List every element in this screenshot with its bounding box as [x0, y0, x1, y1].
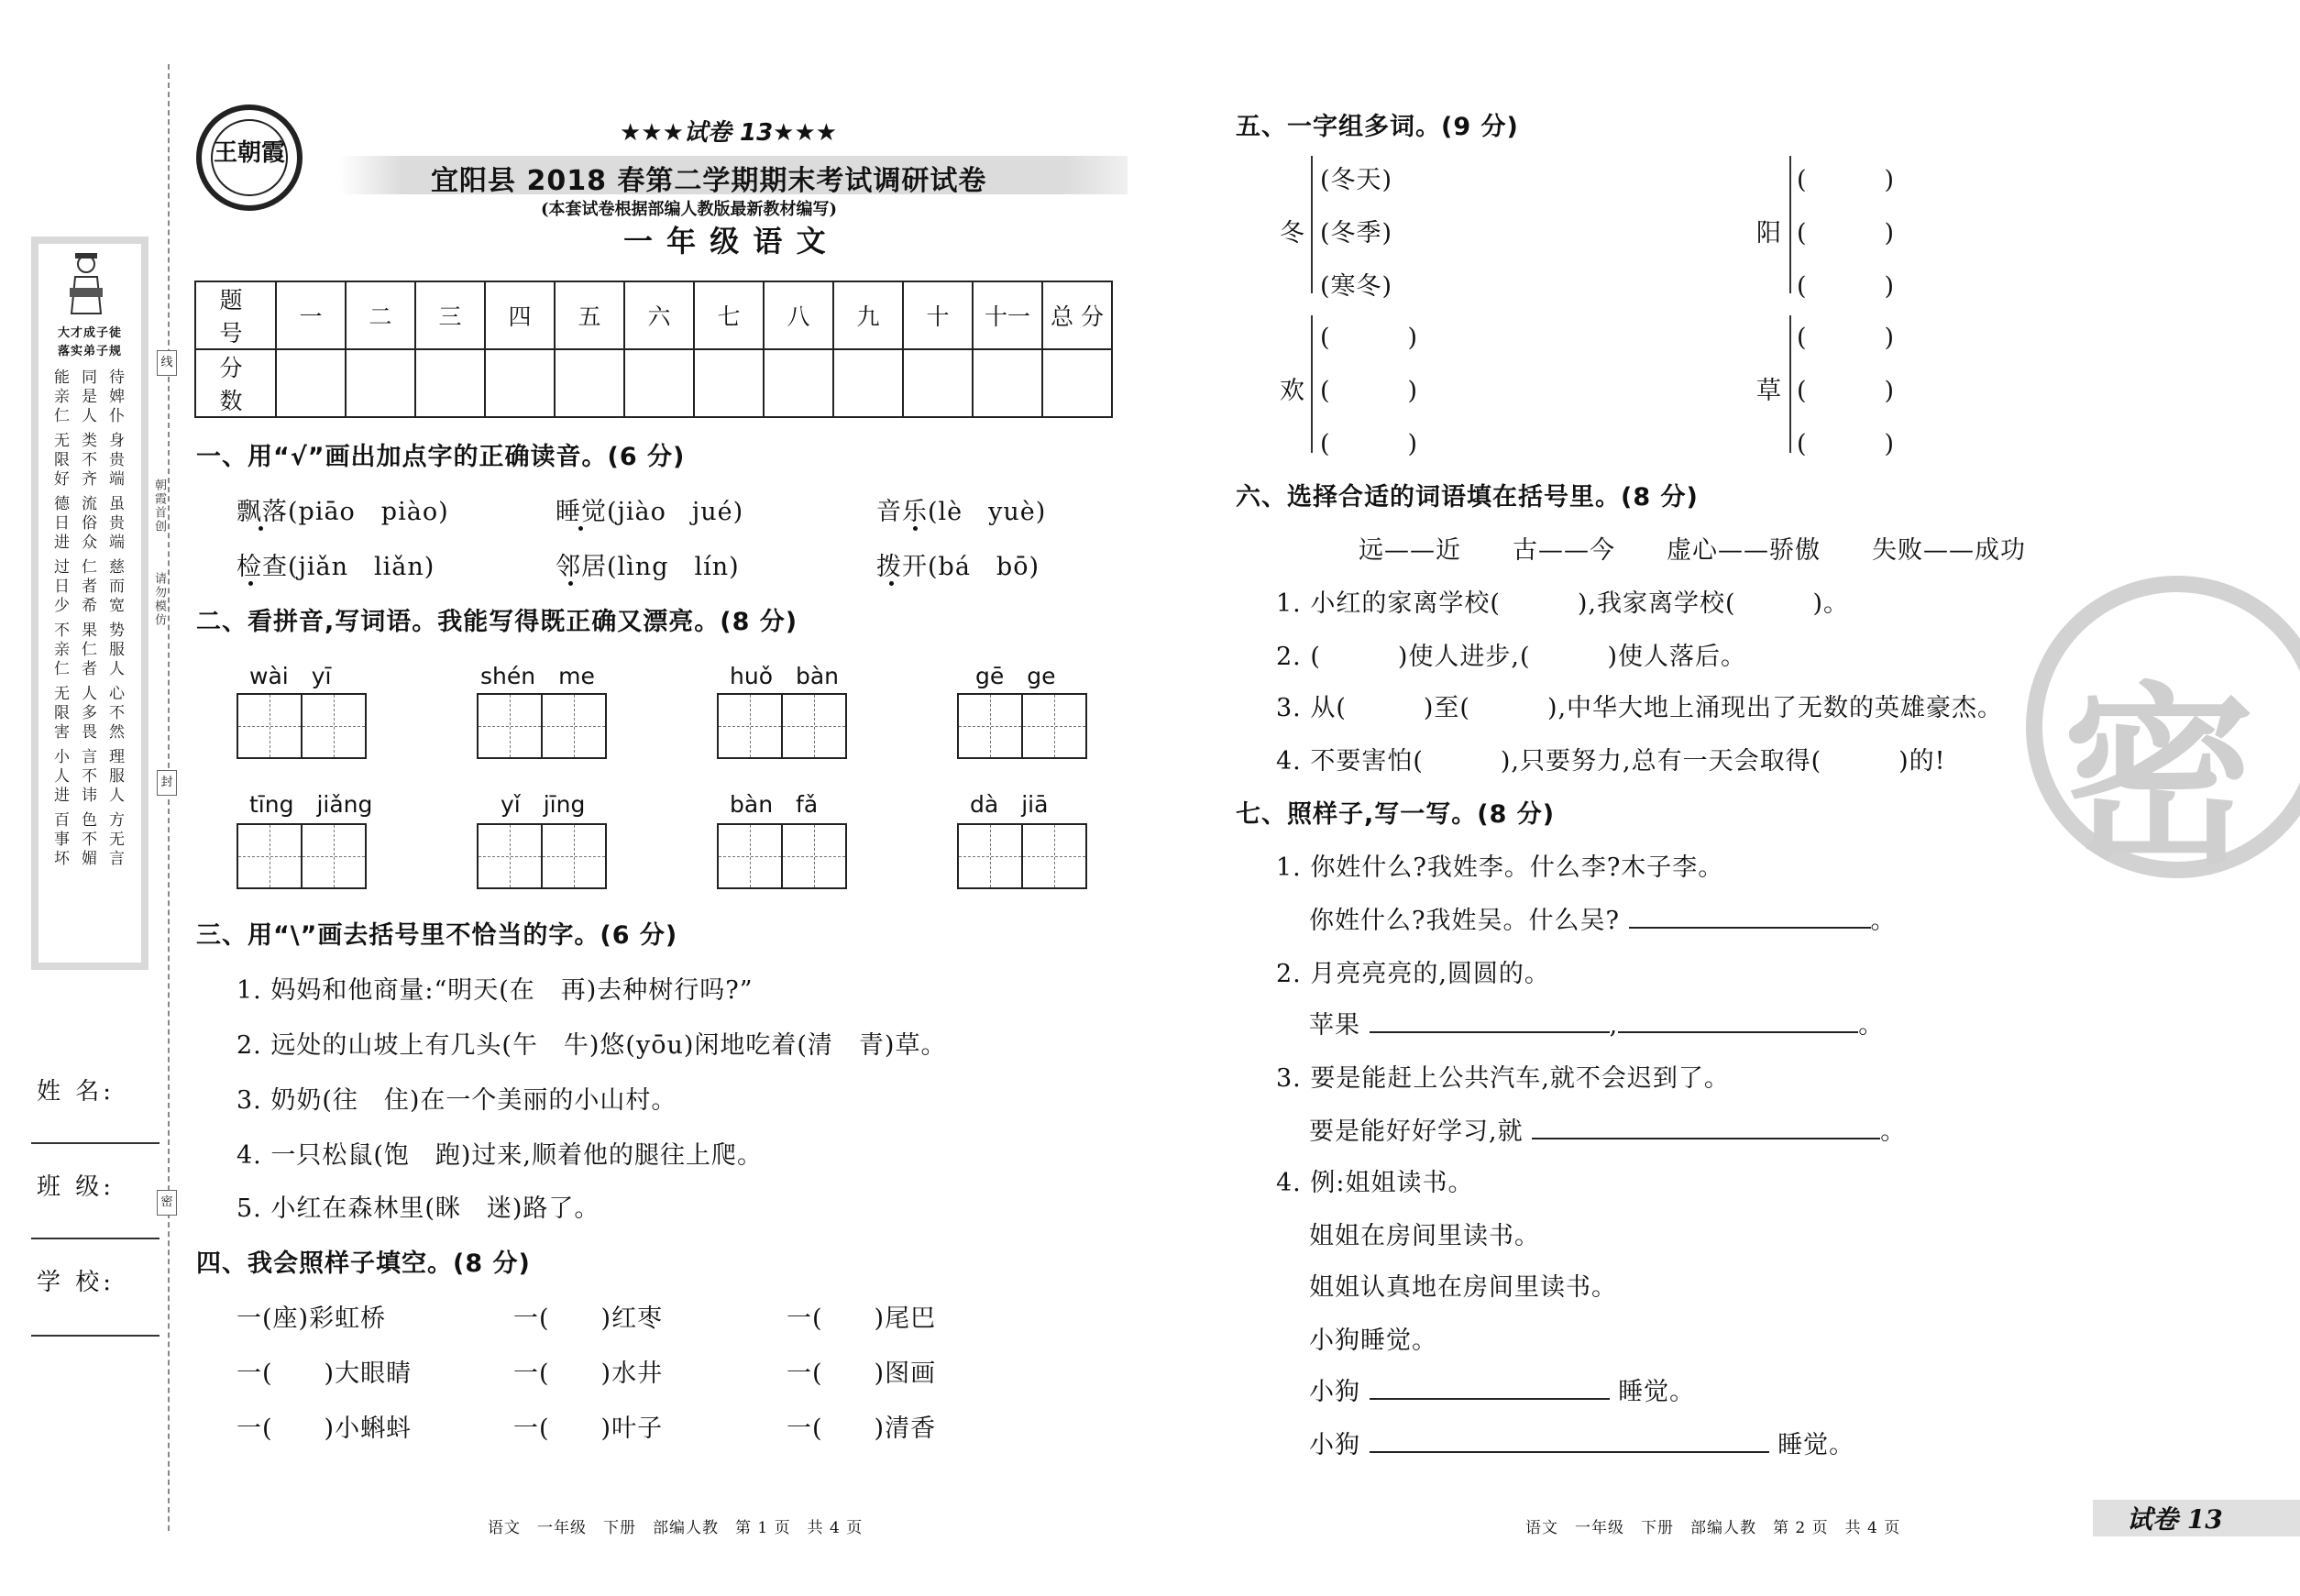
q5-blank[interactable]: ( ) — [1320, 324, 1419, 352]
q7-heading: 七、照样子,写一写。(8 分) — [1236, 800, 1556, 829]
score-input[interactable] — [903, 349, 973, 417]
verse: 小人进 — [50, 748, 69, 806]
score-table — [194, 281, 1113, 418]
brace — [1311, 315, 1313, 453]
emphasis-dot — [248, 581, 253, 586]
writing-grid[interactable] — [237, 823, 367, 889]
q5-char: 草 — [1756, 377, 1782, 405]
emphasis-dot — [913, 526, 918, 531]
q5-blank[interactable]: ( ) — [1797, 377, 1896, 405]
q3-item[interactable]: 2. 远处的山坡上有几头(午 牛)悠(yōu)闲地吃着(清 青)草。 — [237, 1031, 947, 1060]
q6-item[interactable]: 1. 小红的家离学校( ),我家离学校( )。 — [1276, 589, 1850, 618]
school-field[interactable] — [31, 1335, 160, 1337]
brace — [1311, 156, 1313, 293]
q5-heading: 五、一字组多词。(9 分) — [1236, 113, 1519, 141]
q4-heading: 四、我会照样子填空。(8 分) — [196, 1249, 531, 1278]
writing-grid[interactable] — [477, 693, 607, 759]
verse: 方无言 — [105, 811, 124, 869]
q6-item[interactable]: 4. 不要害怕( ),只要努力,总有一天会取得( )的! — [1276, 747, 1946, 776]
score-input[interactable] — [555, 349, 624, 417]
table-cell: 十 — [903, 281, 973, 349]
pinyin-label: bàn fǎ — [730, 791, 819, 818]
table-cell: 总 分 — [1042, 281, 1112, 349]
exam-title: 宜阳县 2018 春第二学期期末考试调研试卷 — [431, 165, 987, 197]
name-label: 姓 名: — [37, 1078, 116, 1106]
brace — [1789, 156, 1791, 293]
seal-label-seal: 封 — [157, 770, 177, 796]
pinyin-label: dà jiā — [970, 791, 1049, 818]
class-label: 班 级: — [37, 1173, 116, 1201]
score-input[interactable] — [1042, 349, 1112, 417]
writing-grid[interactable] — [957, 823, 1087, 889]
scholar-icon — [66, 251, 106, 315]
verse: 能亲仁 — [50, 369, 69, 426]
paper-mark: 试卷 13 — [2127, 1504, 2223, 1535]
q5-blank[interactable]: ( ) — [1320, 377, 1419, 405]
answer-blank[interactable] — [1532, 1117, 1880, 1139]
writing-grid[interactable] — [237, 693, 367, 759]
emphasis-dot — [568, 581, 573, 586]
pinyin-label: yǐ jīng — [501, 791, 586, 818]
q1-item[interactable]: 飘落(piāo piào) — [237, 498, 449, 526]
q5-blank[interactable]: ( ) — [1797, 166, 1896, 194]
seal-label-secret: 密 — [157, 1190, 177, 1216]
verse: 无限害 — [50, 685, 69, 743]
emphasis-dot — [578, 526, 583, 531]
q4-item[interactable]: 一( )大眼睛 — [237, 1359, 413, 1388]
verse: 色不媚 — [78, 811, 96, 869]
sidebar-motto: 大才成子徒 落实弟子规 — [57, 326, 122, 358]
score-input[interactable] — [694, 349, 764, 417]
verse: 待婢仆 — [105, 369, 124, 426]
table-cell: 题 号 — [195, 281, 276, 349]
verse: 果仁者 — [78, 622, 96, 679]
q4-item[interactable]: 一( )叶子 — [513, 1414, 664, 1443]
q7-line: 苹果 , 。 — [1309, 1011, 1885, 1040]
q5-char: 阳 — [1756, 219, 1782, 248]
verse: 虽贵端 — [105, 495, 124, 553]
q7-line: 3. 要是能赶上公共汽车,就不会迟到了。 — [1276, 1064, 1730, 1093]
exam-subtitle: (本套试卷根据部编人教版最新教材编写) — [541, 200, 838, 219]
q5-word: (冬季) — [1320, 219, 1393, 248]
q7-line: 1. 你姓什么?我姓李。什么李?木子李。 — [1276, 853, 1724, 882]
score-header-row — [195, 281, 1112, 349]
q7-line: 2. 月亮亮亮的,圆圆的。 — [1276, 960, 1550, 988]
q2-heading: 二、看拼音,写词语。我能写得既正确又漂亮。(8 分) — [196, 608, 798, 636]
footer-page-2: 语文 一年级 下册 部编人教 第 2 页 共 4 页 — [1525, 1519, 1901, 1537]
q5-blank[interactable]: ( ) — [1797, 219, 1896, 248]
answer-blank[interactable] — [1370, 1011, 1610, 1033]
q5-blank[interactable]: ( ) — [1797, 324, 1896, 352]
verse: 无限好 — [50, 432, 69, 490]
q4-item[interactable]: 一(座)彩虹桥 — [237, 1304, 387, 1333]
pinyin-label: huǒ bàn — [730, 663, 840, 689]
secret-stamp-char: 密 — [2063, 664, 2256, 890]
q4-item[interactable]: 一( )水井 — [513, 1359, 664, 1388]
emphasis-dot — [259, 526, 263, 531]
verse: 百事坏 — [50, 811, 69, 869]
answer-blank[interactable] — [1618, 1011, 1858, 1033]
q4-item[interactable]: 一( )图画 — [787, 1359, 937, 1388]
q3-item[interactable]: 4. 一只松鼠(饱 跑)过来,顺着他的腿往上爬。 — [237, 1141, 763, 1170]
verse: 心不然 — [105, 685, 124, 743]
binding-line — [168, 64, 170, 1531]
q7-line: 你姓什么?我姓吴。什么吴? 。 — [1309, 907, 1897, 935]
score-input[interactable] — [346, 349, 415, 417]
verse: 言不讳 — [78, 748, 96, 806]
table-cell: 九 — [833, 281, 903, 349]
sidebar-verses — [51, 369, 134, 869]
school-label: 学 校: — [37, 1269, 116, 1296]
table-cell: 二 — [346, 281, 415, 349]
q3-item[interactable]: 3. 奶奶(往 住)在一个美丽的小山村。 — [237, 1086, 677, 1115]
verse: 慈而宽 — [105, 558, 124, 616]
verse: 流俗众 — [78, 495, 96, 553]
q5-word: (冬天) — [1320, 166, 1393, 194]
score-input[interactable] — [833, 349, 903, 417]
answer-blank[interactable] — [1370, 1431, 1769, 1453]
q4-item[interactable]: 一( )小蝌蚪 — [237, 1414, 413, 1443]
pinyin-label: tīng jiǎng — [249, 791, 373, 818]
writing-grid[interactable] — [477, 823, 607, 889]
writing-grid[interactable] — [957, 693, 1087, 759]
verse: 过日少 — [50, 558, 69, 616]
verse: 类不齐 — [78, 432, 96, 490]
footer-page-1: 语文 一年级 下册 部编人教 第 1 页 共 4 页 — [488, 1519, 864, 1537]
pinyin-label: wài yī — [249, 663, 332, 689]
q7-line: 姐姐在房间里读书。 — [1309, 1222, 1540, 1250]
q7-line: 4. 例:姐姐读书。 — [1276, 1169, 1474, 1197]
score-input[interactable] — [764, 349, 833, 417]
score-input[interactable] — [276, 349, 346, 417]
q7-line: 小狗 睡觉。 — [1309, 1431, 1855, 1459]
verse: 身贵端 — [105, 432, 124, 490]
table-cell: 三 — [415, 281, 485, 349]
pinyin-label: shén me — [480, 663, 595, 689]
score-input[interactable] — [624, 349, 694, 417]
q3-item[interactable]: 5. 小红在森林里(眯 迷)路了。 — [237, 1194, 600, 1223]
q1-item[interactable]: 睡觉(jiào jué) — [556, 498, 744, 526]
q1-item[interactable]: 邻居(lìng lín) — [556, 553, 740, 581]
pinyin-label: gē ge — [975, 663, 1056, 689]
q4-item[interactable]: 一( )红枣 — [513, 1304, 664, 1333]
side-note: 朝霞首创 — [152, 479, 166, 534]
q3-heading: 三、用“\”画去括号里不恰当的字。(6 分) — [196, 921, 678, 950]
q1-item[interactable]: 检查(jiǎn liǎn) — [237, 553, 435, 581]
verse: 理服人 — [105, 748, 124, 806]
q3-item[interactable]: 1. 妈妈和他商量:“明天(在 再)去种树行吗?” — [237, 976, 754, 1005]
table-cell: 八 — [764, 281, 833, 349]
q7-line: 小狗睡觉。 — [1309, 1326, 1437, 1355]
q6-item[interactable]: 3. 从( )至( ),中华大地上涌现出了无数的英雄豪杰。 — [1276, 694, 2004, 722]
table-cell: 七 — [694, 281, 764, 349]
q1-heading: 一、用“√”画出加点字的正确读音。(6 分) — [196, 443, 686, 471]
table-cell: 十一 — [973, 281, 1042, 349]
q6-item[interactable]: 2. ( )使人进步,( )使人落后。 — [1276, 643, 1747, 671]
q7-line: 要是能好好学习,就 。 — [1309, 1117, 1907, 1146]
score-input[interactable] — [973, 349, 1042, 417]
table-cell: 六 — [624, 281, 694, 349]
q5-char: 欢 — [1280, 377, 1305, 405]
q5-word: (寒冬) — [1320, 272, 1393, 301]
writing-grid[interactable] — [717, 693, 847, 759]
score-value-row — [195, 349, 1112, 417]
score-input[interactable] — [485, 349, 555, 417]
side-note: 请勿模仿 — [152, 572, 166, 627]
brand-logo: 王朝霞 — [196, 105, 303, 211]
q5-blank[interactable]: ( ) — [1320, 430, 1419, 458]
q7-line: 姐姐认真地在房间里读书。 — [1309, 1273, 1617, 1302]
q1-item[interactable]: 拨开(bá bō) — [876, 553, 1040, 581]
answer-blank[interactable] — [1629, 907, 1871, 929]
q4-item[interactable]: 一( )尾巴 — [787, 1304, 937, 1333]
verse: 德日进 — [50, 495, 69, 553]
score-input[interactable] — [415, 349, 485, 417]
table-cell: 一 — [276, 281, 346, 349]
q5-blank[interactable]: ( ) — [1797, 272, 1896, 301]
answer-blank[interactable] — [1370, 1378, 1610, 1400]
q6-word-pairs: 远——近 古——今 虚心——骄傲 失败——成功 — [1359, 536, 2026, 565]
q5-char: 冬 — [1280, 219, 1305, 248]
verse: 人多畏 — [78, 685, 96, 743]
verse: 势服人 — [105, 622, 124, 679]
name-field[interactable] — [31, 1142, 160, 1144]
table-cell: 分 数 — [195, 349, 276, 417]
q5-blank[interactable]: ( ) — [1797, 430, 1896, 458]
q1-item[interactable]: 音乐(lè yuè) — [876, 498, 1047, 526]
q4-item[interactable]: 一( )清香 — [787, 1414, 937, 1443]
verse: 同是人 — [78, 369, 96, 426]
paper-series: ★★★试卷 13★★★ — [620, 119, 838, 147]
grade-subject: 一 年 级 语 文 — [623, 224, 828, 259]
q6-heading: 六、选择合适的词语填在括号里。(8 分) — [1236, 483, 1699, 512]
writing-grid[interactable] — [717, 823, 847, 889]
verse: 不亲仁 — [50, 622, 69, 679]
seal-label-line: 线 — [157, 350, 177, 376]
table-cell: 五 — [555, 281, 624, 349]
q7-line: 小狗 睡觉。 — [1309, 1378, 1696, 1406]
table-cell: 四 — [485, 281, 555, 349]
brace — [1789, 315, 1791, 453]
class-field[interactable] — [31, 1238, 160, 1239]
emphasis-dot — [889, 581, 894, 586]
verse: 仁者希 — [78, 558, 96, 616]
